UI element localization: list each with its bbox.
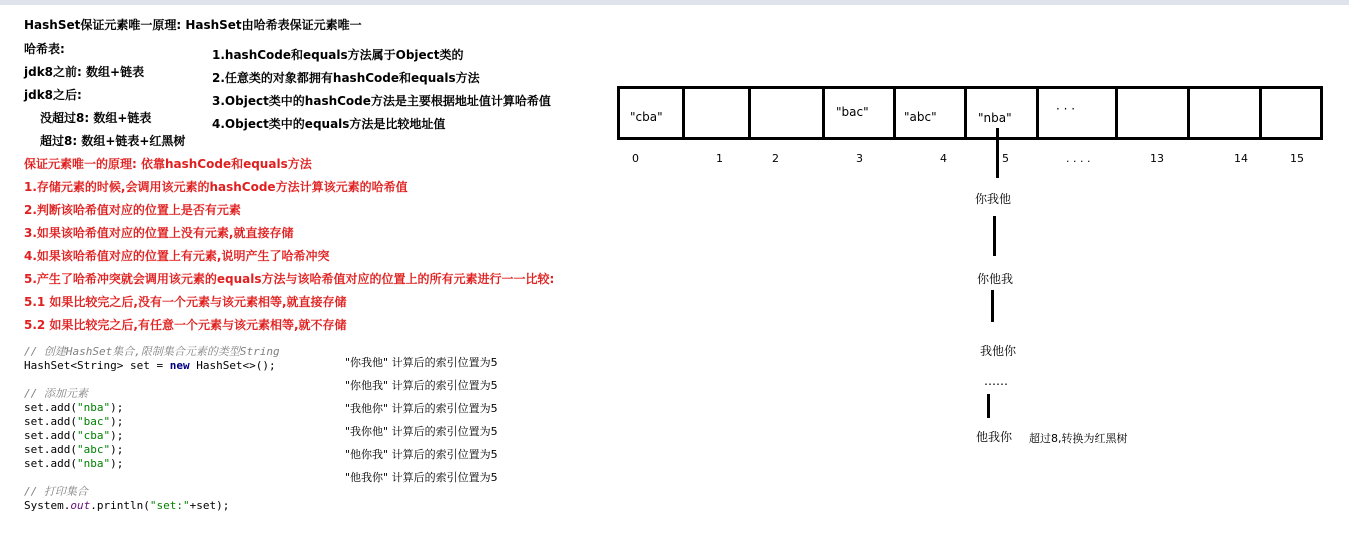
- code-print-line: System.out.println("set:"+set);: [24, 499, 230, 512]
- array-cell: [682, 86, 751, 140]
- array-index: 4: [940, 152, 947, 165]
- tree-note: 超过8,转换为红黑树: [1029, 432, 1128, 445]
- chain-ellipsis: ……: [984, 374, 1008, 388]
- after-jdk8-label: jdk8之后:: [24, 88, 82, 102]
- index-note: "你他我" 计算后的索引位置为5: [345, 379, 498, 392]
- chain-link: [996, 128, 999, 178]
- fact-item: 2.任意类的对象都拥有hashCode和equals方法: [212, 71, 480, 85]
- before-jdk8-label: jdk8之前: 数组+链表: [24, 65, 145, 79]
- cell-value: "nba": [978, 111, 1012, 125]
- fact-item: 3.Object类中的hashCode方法是主要根据地址值计算哈希值: [212, 94, 551, 108]
- principle-step: 1.存储元素的时候,会调用该元素的hashCode方法计算该元素的哈希值: [24, 180, 408, 194]
- principle-step: 5.2 如果比较完之后,有任意一个元素与该元素相等,就不存储: [24, 318, 347, 332]
- chain-node: 他我你: [976, 430, 1013, 444]
- top-bar: [0, 0, 1349, 5]
- index-note: "他我你" 计算后的索引位置为5: [345, 471, 498, 484]
- array-index: 2: [772, 152, 779, 165]
- principle-title: 保证元素唯一的原理: 依靠hashCode和equals方法: [24, 157, 312, 171]
- cell-value: · · ·: [1056, 102, 1076, 116]
- index-note: "我他你" 计算后的索引位置为5: [345, 402, 498, 415]
- principle-step: 3.如果该哈希值对应的位置上没有元素,就直接存储: [24, 226, 294, 240]
- chain-node: 你他我: [977, 272, 1014, 286]
- array-index: 13: [1150, 152, 1164, 165]
- hash-table-label: 哈希表:: [24, 42, 65, 56]
- fact-item: 4.Object类中的equals方法是比较地址值: [212, 117, 446, 131]
- chain-link: [993, 216, 996, 256]
- code-add-line: set.add("bac");: [24, 415, 124, 428]
- code-comment-print: // 打印集合: [24, 485, 88, 498]
- code-add-line: set.add("nba");: [24, 457, 124, 470]
- array-index: 3: [856, 152, 863, 165]
- principle-step: 5.1 如果比较完之后,没有一个元素与该元素相等,就直接存储: [24, 295, 347, 309]
- chain-link: [991, 290, 994, 322]
- index-note: "他你我" 计算后的索引位置为5: [345, 448, 498, 461]
- array-index: . . . .: [1066, 152, 1091, 165]
- principle-step: 5.产生了哈希冲突就会调用该元素的equals方法与该哈希值对应的位置上的所有元素进行一一比较:: [24, 272, 555, 286]
- page-title: HashSet保证元素唯一原理: HashSet由哈希表保证元素唯一: [24, 18, 362, 32]
- principle-step: 4.如果该哈希值对应的位置上有元素,说明产生了哈希冲突: [24, 249, 330, 263]
- array-cell: [1115, 86, 1190, 140]
- array-cell: [1259, 86, 1323, 140]
- code-add-line: set.add("nba");: [24, 401, 124, 414]
- chain-link: [987, 394, 990, 418]
- code-add-line: set.add("abc");: [24, 443, 124, 456]
- exceed-label: 超过8: 数组+链表+红黑树: [40, 134, 186, 148]
- cell-value: "abc": [904, 110, 937, 124]
- code-comment-add: // 添加元素: [24, 387, 88, 400]
- cell-value: "bac": [836, 105, 869, 119]
- array-index: 5: [1002, 152, 1009, 165]
- array-cell: [1036, 86, 1118, 140]
- fact-item: 1.hashCode和equals方法属于Object类的: [212, 48, 464, 62]
- array-index: 14: [1234, 152, 1248, 165]
- not-exceed-label: 没超过8: 数组+链表: [40, 111, 152, 125]
- code-comment-create: // 创建HashSet集合,限制集合元素的类型String: [24, 345, 280, 358]
- index-note: "你我他" 计算后的索引位置为5: [345, 356, 498, 369]
- code-add-line: set.add("cba");: [24, 429, 124, 442]
- principle-step: 2.判断该哈希值对应的位置上是否有元素: [24, 203, 241, 217]
- array-index: 1: [716, 152, 723, 165]
- array-index: 15: [1290, 152, 1304, 165]
- array-cell: [1187, 86, 1262, 140]
- array-cell: [748, 86, 825, 140]
- index-note: "我你他" 计算后的索引位置为5: [345, 425, 498, 438]
- chain-node: 你我他: [975, 192, 1012, 206]
- chain-node: 我他你: [980, 344, 1017, 358]
- code-block: [24, 345, 280, 513]
- code-declaration: HashSet<String> set = new HashSet<>();: [24, 359, 276, 372]
- array-index: 0: [632, 152, 639, 165]
- cell-value: "cba": [630, 110, 663, 124]
